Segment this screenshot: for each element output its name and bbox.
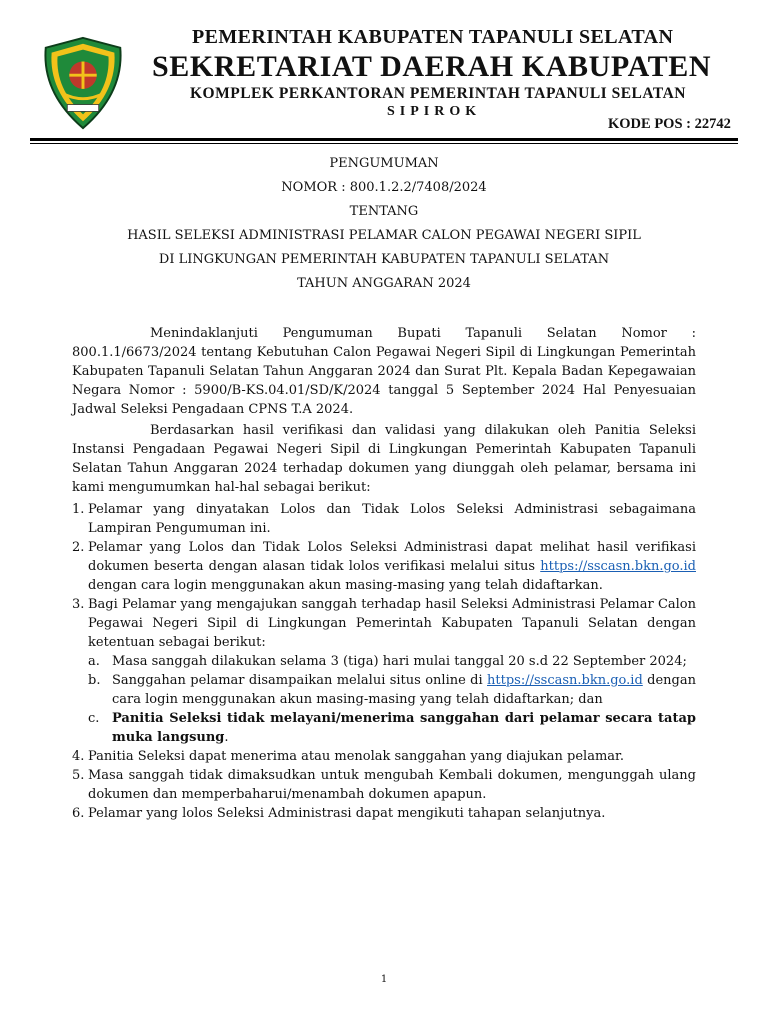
letterhead-divider-thick xyxy=(30,138,738,141)
sub-list-item-text: Masa sanggah dilakukan selama 3 (tiga) hari mulai tanggal 20 s.d 22 September 2024; xyxy=(112,654,687,669)
list-item-text: dengan cara login menggunakan akun masing-masing yang telah didaftarkan. xyxy=(88,578,603,593)
list-number: 6. xyxy=(72,806,85,821)
list-item xyxy=(72,766,696,804)
list-item-text: Pelamar yang Lolos dan Tidak Lolos Seleksi Administrasi dapat melihat hasil verifikasi dokumen beserta dengan alasan tidak lolos verifikasi melalui situs xyxy=(88,540,696,574)
letterhead-postal-code: KODE POS : 22742 xyxy=(608,116,731,132)
list-number: 1. xyxy=(72,502,85,517)
sub-list-item xyxy=(88,652,696,671)
page-number: 1 xyxy=(380,974,388,985)
sub-list xyxy=(88,652,696,747)
sscasn-link[interactable]: https://sscasn.bkn.go.id xyxy=(487,673,643,688)
letterhead-divider-thin xyxy=(30,143,738,144)
list-item xyxy=(72,500,696,538)
sub-list-item-text: dengan cara login menggunakan akun masing-masing yang telah didaftarkan; dan xyxy=(112,673,696,707)
list-item xyxy=(72,538,696,595)
letterhead-government-name: PEMERINTAH KABUPATEN TAPANULI SELATAN xyxy=(192,26,674,48)
list-number: 3. xyxy=(72,597,85,612)
sub-list-item xyxy=(88,709,696,747)
sub-list-item-text: Sanggahan pelamar disampaikan melalui situs online di xyxy=(112,673,488,688)
list-number: 4. xyxy=(72,749,85,764)
paragraph-reference: Menindaklanjuti Pengumuman Bupati Tapanuli Selatan Nomor : 800.1.1/6673/2024 tentang Kebutuhan Calon Pegawai Negeri Sipil di Lingkungan Pemerintah Kabupaten Tapanuli Selatan Tahun Anggaran 2024 dan Surat Plt. Kepala Badan Kepegawaian Negara Nomor : 5900/B-KS.04.01/SD/K/2024 tanggal 5 September 2024 Hal Penyesuaian Jadwal Seleksi Pengadaan CPNS T.A 2024. xyxy=(72,326,696,417)
list-item-text: Pelamar yang lolos Seleksi Administrasi dapat mengikuti tahapan selanjutnya. xyxy=(88,806,606,821)
list-item xyxy=(72,747,696,766)
list-item-text: Pelamar yang dinyatakan Lolos dan Tidak Lolos Seleksi Administrasi sebagaimana Lampiran Pengumuman ini. xyxy=(88,502,696,536)
sub-list-letter: c. xyxy=(88,711,100,726)
announcement-subject-line3: TAHUN ANGGARAN 2024 xyxy=(297,276,471,291)
announcement-subject-line2: DI LINGKUNGAN PEMERINTAH KABUPATEN TAPANULI SELATAN xyxy=(158,252,610,267)
regency-emblem-logo xyxy=(34,34,132,132)
sub-list-item xyxy=(88,671,696,709)
paragraph-basis: Berdasarkan hasil verifikasi dan validasi yang dilakukan oleh Panitia Seleksi Instansi Pengadaan Pegawai Negeri Sipil di Lingkungan Pemerintah Kabupaten Tapanuli Selatan Tahun Anggaran 2024 terhadap dokumen yang diunggah oleh pelamar, bersama ini kami mengumumkan hal-hal sebagai berikut: xyxy=(72,423,696,495)
letterhead-office-name: SEKRETARIAT DAERAH KABUPATEN xyxy=(152,50,712,83)
list-number: 2. xyxy=(72,540,85,555)
announcement-tentang: TENTANG xyxy=(349,204,419,219)
sub-list-item-text-bold: Panitia Seleksi tidak melayani/menerima sanggahan dari pelamar secara tatap muka langsung xyxy=(112,711,696,745)
sscasn-link[interactable]: https://sscasn.bkn.go.id xyxy=(540,559,696,574)
list-item-text: Panitia Seleksi dapat menerima atau menolak sanggahan yang diajukan pelamar. xyxy=(88,749,624,764)
sub-list-item-text: . xyxy=(224,730,229,745)
list-item-text: Masa sanggah tidak dimaksudkan untuk mengubah Kembali dokumen, mengunggah ulang dokumen dan memperbaharui/menambah dokumen apapun. xyxy=(88,768,696,802)
announcement-points-list xyxy=(72,500,696,823)
list-item xyxy=(72,804,696,823)
letterhead-address: KOMPLEK PERKANTORAN PEMERINTAH TAPANULI SELATAN xyxy=(190,85,687,102)
sub-list-letter: a. xyxy=(88,654,100,669)
list-item-text: Bagi Pelamar yang mengajukan sanggah terhadap hasil Seleksi Administrasi Pelamar Calon Pegawai Negeri Sipil di Lingkungan Pemerintah Kabupaten Tapanuli Selatan dengan ketentuan sebagai berikut: xyxy=(88,597,696,650)
announcement-number: NOMOR : 800.1.2.2/7408/2024 xyxy=(281,180,487,195)
sub-list-letter: b. xyxy=(88,673,101,688)
announcement-subject-line1: HASIL SELEKSI ADMINISTRASI PELAMAR CALON PEGAWAI NEGERI SIPIL xyxy=(127,228,641,243)
letterhead-city: SIPIROK xyxy=(387,104,482,119)
list-number: 5. xyxy=(72,768,85,783)
announcement-title: PENGUMUMAN xyxy=(329,156,439,171)
list-item xyxy=(72,595,696,747)
